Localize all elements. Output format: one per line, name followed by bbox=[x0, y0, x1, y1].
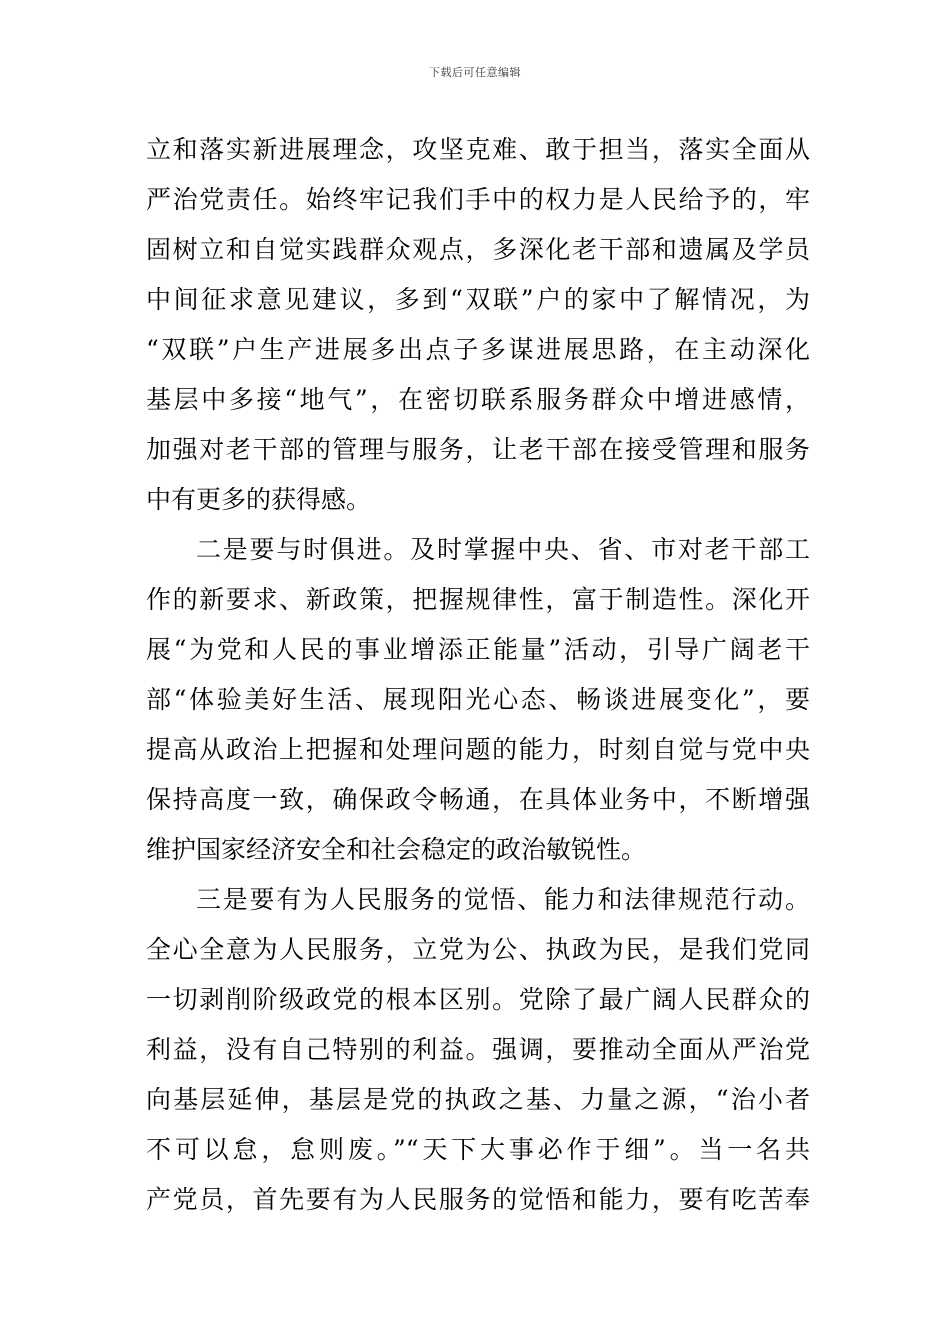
text-line: 提高从政治上把握和处理问题的能力，时刻自觉与党中央 bbox=[146, 735, 810, 764]
text-line: 部“体验美好生活、展现阳光心态、畅谈进展变化”，要 bbox=[146, 685, 810, 714]
text-line: 二是要与时俱进。及时掌握中央、省、市对老干部工 bbox=[196, 535, 810, 564]
text-line: 严治党责任。始终牢记我们手中的权力是人民给予的，牢 bbox=[146, 185, 810, 214]
text-line: 维护国家经济安全和社会稳定的政治敏锐性。 bbox=[146, 835, 647, 864]
text-line: 产党员，首先要有为人民服务的觉悟和能力，要有吃苦奉 bbox=[146, 1185, 810, 1214]
text-line: “双联”户生产进展多出点子多谋进展思路，在主动深化 bbox=[146, 335, 810, 364]
paragraph bbox=[146, 125, 810, 525]
text-line: 保持高度一致，确保政令畅通，在具体业务中，不断增强 bbox=[146, 785, 810, 814]
text-line: 中有更多的获得感。 bbox=[146, 485, 372, 514]
text-line: 中间征求意见建议，多到“双联”户的家中了解情况，为 bbox=[146, 285, 810, 314]
text-line: 三是要有为人民服务的觉悟、能力和法律规范行动。 bbox=[196, 885, 810, 914]
paragraph bbox=[146, 875, 810, 1225]
paragraph bbox=[146, 525, 810, 875]
text-line: 向基层延伸，基层是党的执政之基、力量之源，“治小者 bbox=[146, 1085, 810, 1114]
text-line: 立和落实新进展理念，攻坚克难、敢于担当，落实全面从 bbox=[146, 135, 810, 164]
text-line: 一切剥削阶级政党的根本区别。党除了最广阔人民群众的 bbox=[146, 985, 810, 1014]
text-line: 全心全意为人民服务，立党为公、执政为民，是我们党同 bbox=[146, 935, 810, 964]
text-line: 固树立和自觉实践群众观点，多深化老干部和遗属及学员 bbox=[146, 235, 810, 264]
text-line: 作的新要求、新政策，把握规律性，富于制造性。深化开 bbox=[146, 585, 810, 614]
text-line: 加强对老干部的管理与服务，让老干部在接受管理和服务 bbox=[146, 435, 810, 464]
text-line: 展“为党和人民的事业增添正能量”活动，引导广阔老干 bbox=[146, 635, 810, 664]
body-text bbox=[146, 125, 810, 1225]
page-header: 下载后可任意编辑 bbox=[429, 66, 521, 79]
text-line: 利益，没有自己特别的利益。强调，要推动全面从严治党 bbox=[146, 1035, 810, 1064]
text-line: 基层中多接“地气”，在密切联系服务群众中增进感情， bbox=[146, 385, 810, 414]
text-line: 不可以怠，怠则废。”“天下大事必作于细”。当一名共 bbox=[146, 1135, 810, 1164]
